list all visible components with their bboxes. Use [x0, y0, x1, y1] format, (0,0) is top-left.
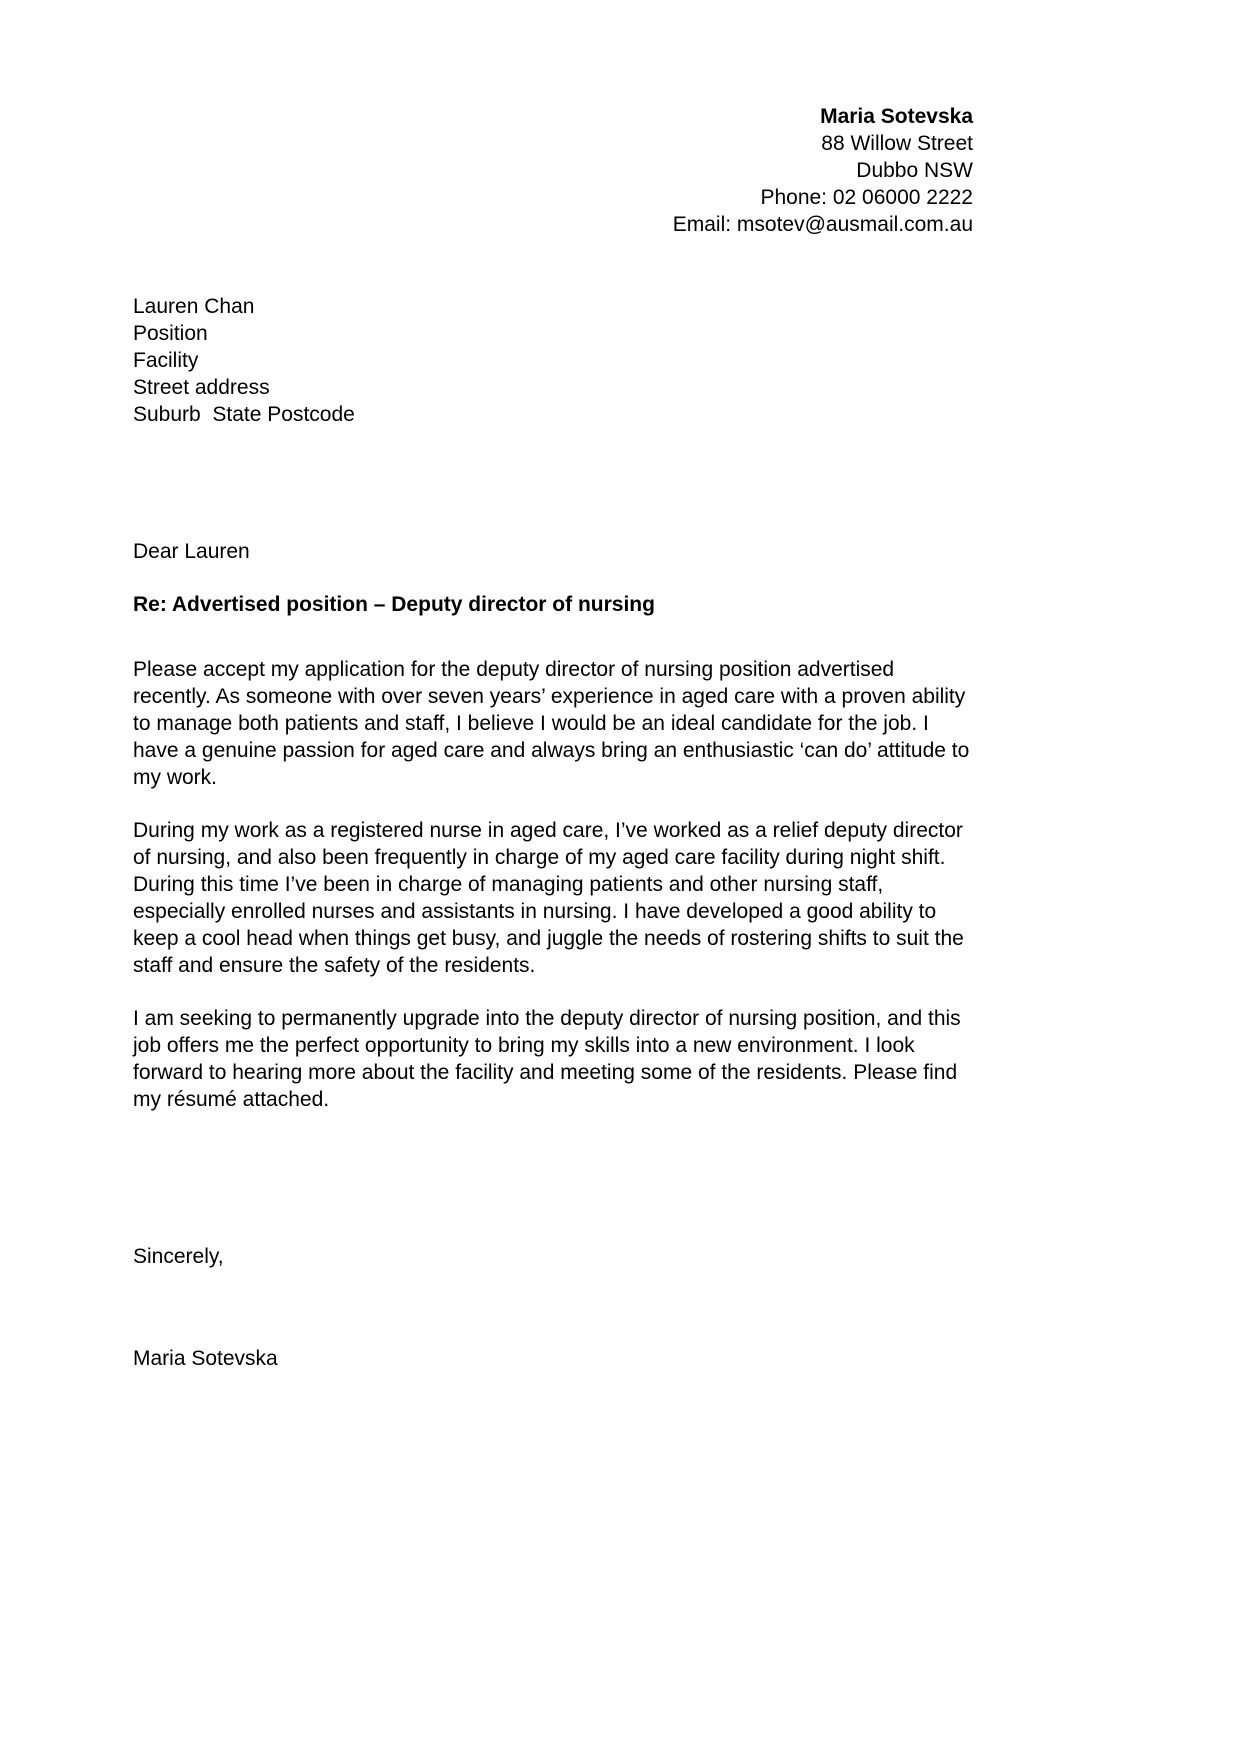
- sender-address-block: [133, 103, 973, 238]
- sender-email: Email: msotev@ausmail.com.au: [672, 213, 973, 236]
- recipient-facility: Facility: [133, 349, 199, 372]
- recipient-position: Position: [133, 322, 208, 345]
- signature-name: Maria Sotevska: [133, 1347, 278, 1370]
- sender-phone: Phone: 02 06000 2222: [760, 186, 973, 209]
- recipient-suburb-state-postcode: Suburb State Postcode: [133, 403, 355, 426]
- body-paragraph-3: I am seeking to permanently upgrade into the deputy director of nursing position, and this job offers me the perfect opportunity to bring my skills into a new environment. I look forward to hearing more about the facility and meeting some of the residents. Please find my résumé attached.: [133, 1007, 961, 1111]
- recipient-address-block: [133, 293, 973, 428]
- body-paragraph-2: During my work as a registered nurse in aged care, I’ve worked as a relief deputy director of nursing, and also been frequently in charge of my aged care facility during night shift. During this time I’ve been in charge of managing patients and other nursing staff, especially enrolled nurses and assistants in nursing. I have developed a good ability to keep a cool head when things get busy, and juggle the needs of rostering shifts to suit the staff and ensure the safety of the residents.: [133, 819, 964, 977]
- body-paragraph-1: Please accept my application for the deputy director of nursing position advertised recently. As someone with over seven years’ experience in aged care with a proven ability to manage both patients and staff, I believe I would be an ideal candidate for the job. I have a genuine passion for aged care and always bring an enthusiastic ‘can do’ attitude to my work.: [133, 658, 970, 789]
- recipient-name: Lauren Chan: [133, 295, 255, 318]
- subject-line: Re: Advertised position – Deputy director of nursing: [133, 593, 655, 616]
- salutation: Dear Lauren: [133, 540, 250, 563]
- sender-name: Maria Sotevska: [820, 105, 973, 128]
- sender-street: 88 Willow Street: [821, 132, 973, 155]
- closing: Sincerely,: [133, 1245, 224, 1268]
- sender-city: Dubbo NSW: [856, 159, 973, 182]
- recipient-street: Street address: [133, 376, 270, 399]
